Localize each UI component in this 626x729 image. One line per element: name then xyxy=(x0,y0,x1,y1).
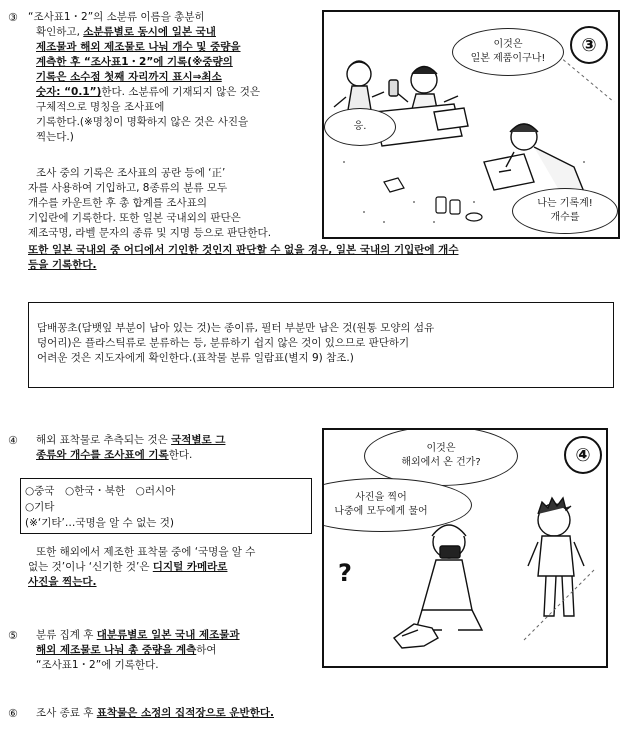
bubble-a-line-1: 이것은 xyxy=(493,39,523,50)
speech-bubble-recorder xyxy=(512,188,618,234)
s3-line-1: “조사표1・2”의 소분류 이름을 총분히 xyxy=(28,11,205,23)
s3-line-6: 숫자: “0.1”)한다. 소분류에 기재되지 않은 것은 xyxy=(36,86,261,98)
section-3-number: ③ xyxy=(8,11,18,24)
s3-line-4: 계측한 후 “조사표1・2”에 기록(※중량의 xyxy=(36,56,233,68)
section-4-number: ④ xyxy=(8,434,18,447)
bubble-4b-line-1: 사진을 찍어 xyxy=(355,492,407,503)
note-line-3: 어려운 것은 지도자에게 확인한다.(표착물 분류 일람표(별지 9) 참조.) xyxy=(37,352,354,364)
bubble-b-line-1: 응. xyxy=(353,121,367,132)
section-6-text xyxy=(36,706,274,721)
s5-line-1: 분류 집계 후 대분류별로 일본 국내 제조물과 xyxy=(36,629,240,641)
panel-3-number-badge: ③ xyxy=(570,26,608,64)
section-5-number: ⑤ xyxy=(8,629,18,642)
section-5-text xyxy=(36,628,326,673)
s3-para2-line-4: 기입란에 기록한다. 또한 일본 국내외의 판단은 xyxy=(28,212,241,224)
s3-line-5: 기록은 소수점 첫째 자리까지 표시⇒최소 xyxy=(36,71,222,83)
s5-line-3: “조사표1・2”에 기록한다. xyxy=(36,659,159,671)
bubble-4a-line-1: 이것은 xyxy=(426,443,456,454)
s5-line-2: 해외 제조물로 나눠 총 중량을 계측하여 xyxy=(36,644,217,656)
bubble-c-line-1: 나는 기록계! xyxy=(537,198,593,209)
illustration-panel-3 xyxy=(322,10,620,239)
country-option-line-1: ○중국 ○한국・북한 ○러시아 xyxy=(25,485,176,497)
bubble-4a-line-2: 해외에서 온 건가? xyxy=(401,457,481,468)
s3-para2-line-3: 개수를 카운트한 후 총 합계를 조사표의 xyxy=(28,197,207,209)
s3-para3-line-2: 등을 기록한다. xyxy=(28,259,97,271)
speech-bubble-japan-product xyxy=(452,28,564,76)
s3-line-8: 기록한다.(※명칭이 명확하지 않은 것은 사진을 xyxy=(36,116,249,128)
speech-bubble-yes xyxy=(324,108,396,146)
s3-para2-line-2: 자를 사용하여 기입하고, 8종류의 분류 모두 xyxy=(28,182,228,194)
s3-line-3: 제조물과 해외 제조물로 나눠 개수 및 중량을 xyxy=(36,41,241,53)
s3-para2-line-5: 제조국명, 라벨 문자의 종류 및 지명 등으로 판단한다. xyxy=(28,227,272,239)
s3-line-7: 구체적으로 명칭을 조사표에 xyxy=(36,101,165,113)
s6-underlined: 표착물은 소정의 집적장으로 운반한다. xyxy=(96,707,274,719)
s3-para2-line-1: 조사 중의 기록은 조사표의 공란 등에 ‘正’ xyxy=(36,167,226,179)
s3-line-2: 확인하고, 소분류별로 동시에 일본 국내 xyxy=(36,26,216,38)
country-options-box xyxy=(20,478,312,534)
illustration-panel-4 xyxy=(322,428,608,668)
s4-para-line-1: 또한 해외에서 제조한 표착물 중에 ‘국명을 알 수 xyxy=(36,546,256,558)
section-4-para xyxy=(28,545,318,590)
bubble-4b-line-2: 나중에 모두에게 물어 xyxy=(334,506,428,517)
note-line-2: 덩어리)은 플라스틱류로 분류하는 등, 분류하기 쉽지 않은 것이 있으므로 판단하기 xyxy=(37,337,410,349)
s4-line-2: 종류와 개수를 조사표에 기록한다. xyxy=(36,449,193,461)
bubble-c-line-2: 개수를 xyxy=(550,212,580,223)
panel-4-number-badge: ④ xyxy=(564,436,602,474)
s4-para-line-2: 없는 것’이나 ‘신기한 것’은 디지털 카메라로 xyxy=(28,561,228,573)
s6-pre: 조사 종료 후 xyxy=(36,707,97,719)
country-option-line-2: ○기타 xyxy=(25,501,55,513)
question-mark: ? xyxy=(338,559,352,587)
country-option-line-3: (※‘기타’…국명을 알 수 없는 것) xyxy=(25,517,174,529)
s3-para3-line-1: 또한 일본 국내외 중 어디에서 기인한 것인지 판단할 수 없을 경우, 일본 국내의 기입란에 개수 xyxy=(28,244,459,256)
note-box-cigarette-classification xyxy=(28,302,614,388)
section-4-text xyxy=(36,433,326,463)
section-3-para-2 xyxy=(28,166,328,241)
section-3-para-3 xyxy=(28,243,618,273)
section-3-text xyxy=(28,10,318,145)
s4-para-line-3: 사진을 찍는다. xyxy=(28,576,97,588)
s3-line-9: 찍는다.) xyxy=(36,131,74,143)
bubble-a-line-2: 일본 제품이구나! xyxy=(470,53,546,64)
note-line-1: 담배꽁초(담뱃잎 부분이 남아 있는 것)는 종이류, 필터 부분만 남은 것(원통 모양의 섬유 xyxy=(37,322,435,334)
s4-line-1: 해외 표착물로 추측되는 것은 국적별로 그 xyxy=(36,434,226,446)
section-6-number: ⑥ xyxy=(8,707,18,720)
